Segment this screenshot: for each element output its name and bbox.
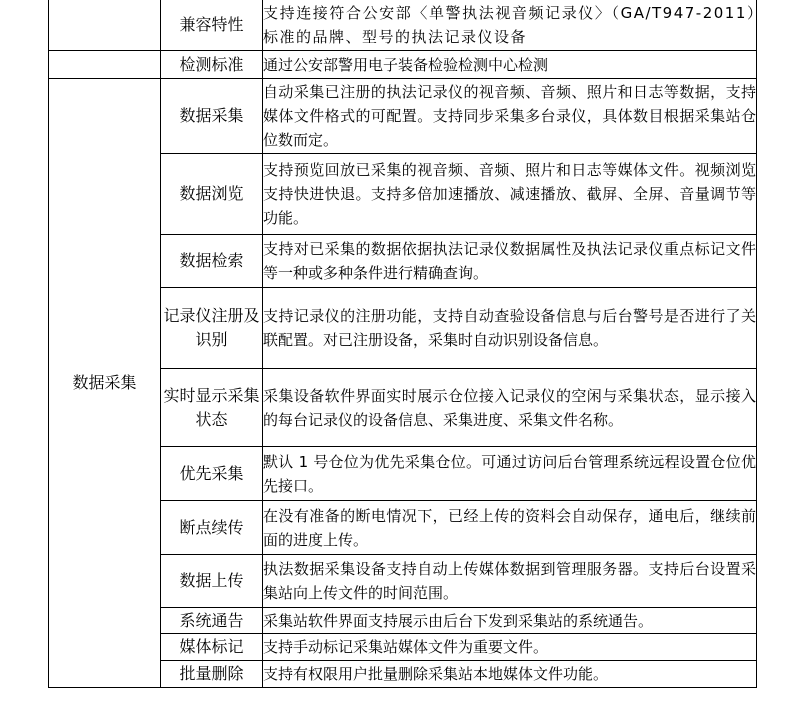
row-desc: 采集站软件界面支持展示由后台下发到采集站的系统通告。 — [263, 608, 757, 634]
spec-table — [48, 0, 757, 688]
row-name: 优先采集 — [161, 447, 263, 501]
row-name: 数据检索 — [161, 235, 263, 288]
row-desc: 支持有权限用户批量删除采集站本地媒体文件功能。 — [263, 661, 757, 688]
table-row — [49, 0, 757, 51]
category-cell: 数据采集 — [49, 79, 161, 688]
row-name: 系统通告 — [161, 608, 263, 634]
table-row — [49, 51, 757, 79]
row-name: 记录仪注册及识别 — [161, 288, 263, 369]
row-desc: 通过公安部警用电子装备检验检测中心检测 — [263, 51, 757, 79]
row-name: 兼容特性 — [161, 0, 263, 51]
row-desc: 支持连接符合公安部〈单警执法视音频记录仪〉（GA/T947-2011）标准的品牌、型号的执法记录仪设备 — [263, 0, 757, 51]
row-name: 数据上传 — [161, 555, 263, 608]
table-row — [49, 79, 757, 154]
row-desc: 支持手动标记采集站媒体文件为重要文件。 — [263, 634, 757, 661]
row-desc: 默认 1 号仓位为优先采集仓位。可通过访问后台管理系统远程设置仓位优先接口。 — [263, 447, 757, 501]
row-desc: 支持记录仪的注册功能，支持自动查验设备信息与后台警号是否进行了关联配置。对已注册设备，采集时自动识别设备信息。 — [263, 288, 757, 369]
row-desc: 采集设备软件界面实时展示仓位接入记录仪的空闲与采集状态，显示接入的每台记录仪的设备信息、采集进度、采集文件名称。 — [263, 369, 757, 447]
row-desc: 自动采集已注册的执法记录仪的视音频、音频、照片和日志等数据，支持媒体文件格式的可配置。支持同步采集多台录仪，具体数目根据采集站仓位数而定。 — [263, 79, 757, 154]
category-cell-top — [49, 51, 161, 79]
row-name: 数据采集 — [161, 79, 263, 154]
row-name: 数据浏览 — [161, 154, 263, 235]
row-name: 检测标准 — [161, 51, 263, 79]
row-desc: 执法数据采集设备支持自动上传媒体数据到管理服务器。支持后台设置采集站向上传文件的时间范围。 — [263, 555, 757, 608]
row-name: 断点续传 — [161, 501, 263, 555]
row-name: 批量删除 — [161, 661, 263, 688]
row-desc: 支持预览回放已采集的视音频、音频、照片和日志等媒体文件。视频浏览支持快进快退。支持多倍加速播放、减速播放、截屏、全屏、音量调节等功能。 — [263, 154, 757, 235]
row-desc: 支持对已采集的数据依据执法记录仪数据属性及执法记录仪重点标记文件等一种或多种条件进行精确查询。 — [263, 235, 757, 288]
row-name: 实时显示采集状态 — [161, 369, 263, 447]
row-desc: 在没有准备的断电情况下，已经上传的资料会自动保存，通电后，继续前面的进度上传。 — [263, 501, 757, 555]
row-name: 媒体标记 — [161, 634, 263, 661]
category-cell-top — [49, 0, 161, 51]
